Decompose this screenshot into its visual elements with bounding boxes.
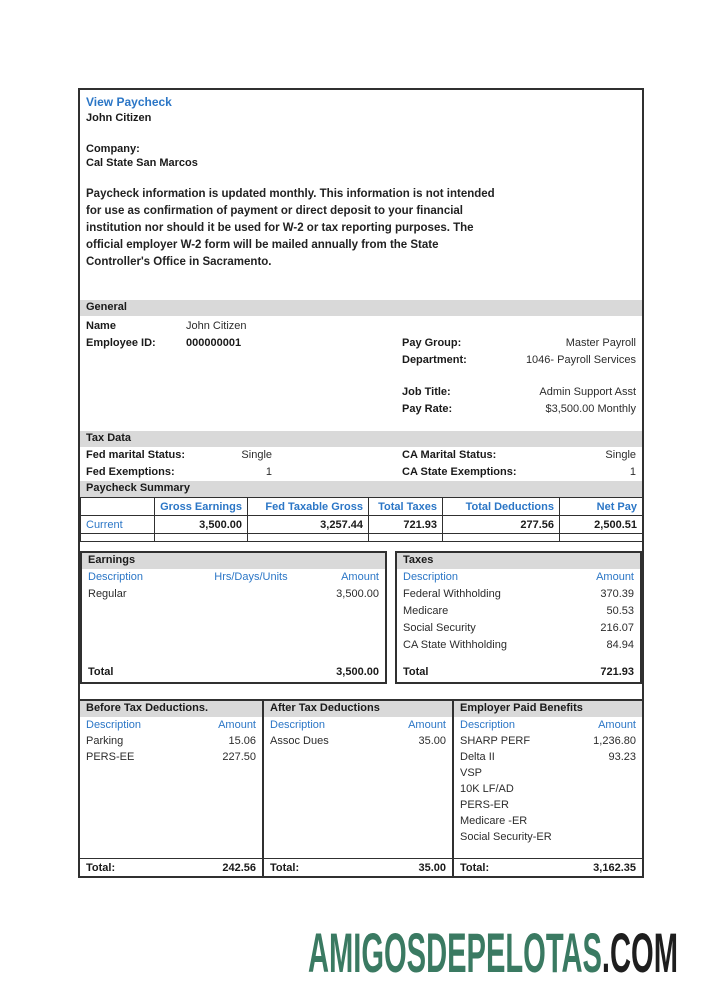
taxes-col-description: Description [403, 571, 459, 583]
summary-header-row [81, 498, 643, 516]
summary-col-gross-earnings: Gross Earnings [155, 498, 248, 516]
watermark-brand: AMIGOSDEPELOTAS [308, 921, 602, 984]
employer-benefit-row [454, 765, 642, 781]
before-tax-section-header: Before Tax Deductions. [80, 701, 262, 717]
before-tax-total-row [80, 858, 262, 877]
taxes-row [397, 620, 640, 637]
earnings-row-description: Regular [88, 588, 127, 600]
employee-id-value: 000000001 [186, 337, 242, 349]
taxes-total-row [397, 663, 640, 682]
earnings-box [80, 551, 387, 684]
ca-marital-value: Single [605, 449, 636, 461]
employee-id-label: Employee ID: [86, 337, 156, 349]
before-tax-total-value: 242.56 [222, 862, 256, 874]
company-name: Cal State San Marcos [86, 157, 198, 169]
benefit-amount: 93.23 [608, 751, 636, 763]
taxes-row [397, 637, 640, 654]
earnings-row-units [204, 586, 297, 603]
pay-rate-value: $3,500.00 Monthly [545, 403, 636, 415]
benefit-amount: 1,236.80 [593, 735, 636, 747]
ca-exemptions-value: 1 [629, 466, 636, 478]
benefit-description: PERS-ER [460, 799, 509, 811]
before-tax-deductions-box [80, 701, 262, 877]
employer-benefits-col-amount: Amount [598, 719, 636, 731]
taxes-column-headers [397, 569, 640, 586]
fed-marital-value: Single [241, 449, 272, 461]
general-row-payrate [80, 401, 642, 418]
before-tax-row [80, 733, 262, 749]
earnings-col-description: Description [88, 571, 144, 583]
employer-benefit-row [454, 797, 642, 813]
summary-empty-row [81, 534, 643, 542]
employer-benefit-row [454, 829, 642, 845]
general-section [80, 316, 642, 431]
employer-benefit-row [454, 749, 642, 765]
employer-benefits-section-header: Employer Paid Benefits [454, 701, 642, 717]
earnings-row [82, 586, 385, 603]
benefit-amount [566, 765, 636, 781]
deduction-description: Assoc Dues [270, 735, 329, 747]
fed-exemptions-label: Fed Exemptions: [86, 466, 175, 478]
earnings-total-label: Total [88, 666, 114, 678]
after-tax-col-amount: Amount [408, 719, 446, 731]
employer-benefits-total-label: Total: [460, 862, 490, 874]
earnings-column-headers [82, 569, 385, 586]
tax-row-description: CA State Withholding [403, 639, 507, 651]
watermark-tld: .COM [601, 921, 678, 984]
document-header [80, 90, 642, 300]
earnings-row-amount: 3,500.00 [336, 588, 379, 600]
summary-col-fed-taxable-gross: Fed Taxable Gross [248, 498, 369, 516]
employee-name: John Citizen [86, 112, 152, 124]
job-title-label: Job Title: [402, 386, 451, 398]
deduction-amount: 227.50 [222, 751, 256, 763]
ca-marital-label: CA Marital Status: [402, 449, 497, 461]
before-tax-total-label: Total: [86, 862, 116, 874]
page-title: View Paycheck [86, 95, 172, 109]
before-tax-column-headers [80, 717, 262, 733]
taxes-box [395, 551, 642, 684]
deductions-benefits-table [80, 699, 642, 877]
deduction-description: Parking [86, 735, 124, 747]
benefit-description: 10K LF/AD [460, 783, 514, 795]
disclaimer-text: Paycheck information is updated monthly. This information is not intended for use as confirmation of payment or direct deposit to your financial institution nor should it be used for W-2 or tax reporting purposes. The official employer W-2 form will be mailed annually from the State Controller's Office in Sacramento. [86, 188, 495, 268]
tax-row-amount: 370.39 [600, 588, 634, 600]
fed-exemptions-value: 1 [265, 466, 272, 478]
taxes-row [397, 603, 640, 620]
employer-benefits-column-headers [454, 717, 642, 733]
summary-net-pay: 2,500.51 [560, 516, 643, 534]
earnings-taxes-row [80, 551, 642, 684]
summary-gross-earnings: 3,500.00 [155, 516, 248, 534]
fed-marital-label: Fed marital Status: [86, 449, 186, 461]
summary-total-deductions: 277.56 [443, 516, 560, 534]
ca-exemptions-label: CA State Exemptions: [402, 466, 517, 478]
tax-row-exemptions [80, 464, 642, 481]
after-tax-section-header: After Tax Deductions [264, 701, 452, 717]
after-tax-total-value: 35.00 [418, 862, 446, 874]
tax-row-amount: 216.07 [600, 622, 634, 634]
benefit-amount [566, 829, 636, 845]
summary-col-net-pay: Net Pay [560, 498, 643, 516]
employer-benefits-total-value: 3,162.35 [593, 862, 636, 874]
taxes-col-amount: Amount [596, 571, 634, 583]
taxes-total-value: 721.93 [600, 666, 634, 678]
benefit-amount [566, 813, 636, 829]
summary-total-taxes: 721.93 [369, 516, 443, 534]
earnings-col-amount: Amount [341, 571, 379, 583]
summary-col-blank [81, 498, 155, 516]
benefit-description: Social Security-ER [460, 831, 552, 843]
taxes-section-header: Taxes [397, 553, 640, 569]
benefit-amount [566, 797, 636, 813]
general-row-name [80, 318, 642, 335]
benefit-description: Medicare -ER [460, 815, 528, 827]
taxes-total-label: Total [403, 666, 429, 678]
employer-benefit-row [454, 733, 642, 749]
paycheck-summary-table [80, 497, 643, 542]
tax-row-description: Medicare [403, 605, 449, 617]
tax-row-description: Social Security [403, 622, 476, 634]
earnings-total-value: 3,500.00 [336, 666, 379, 678]
summary-fed-taxable-gross: 3,257.44 [248, 516, 369, 534]
after-tax-col-description: Description [270, 719, 326, 731]
taxes-row [397, 586, 640, 603]
deduction-amount: 35.00 [418, 735, 446, 747]
employer-paid-benefits-box [452, 701, 642, 877]
deduction-amount: 15.06 [228, 735, 256, 747]
site-watermark [308, 920, 678, 985]
tax-data-section [80, 447, 642, 481]
name-value: John Citizen [186, 320, 247, 332]
earnings-total-row [82, 663, 385, 682]
summary-row-label: Current [81, 516, 155, 534]
pay-rate-label: Pay Rate: [402, 403, 453, 415]
earnings-col-units: Hrs/Days/Units [214, 571, 288, 583]
tax-row-amount: 50.53 [606, 605, 634, 617]
tax-row-amount: 84.94 [606, 639, 634, 651]
after-tax-total-label: Total: [270, 862, 300, 874]
tax-row-description: Federal Withholding [403, 588, 501, 600]
before-tax-row [80, 749, 262, 765]
after-tax-column-headers [264, 717, 452, 733]
employer-benefits-col-description: Description [460, 719, 516, 731]
benefit-description: VSP [460, 767, 483, 779]
department-value: 1046- Payroll Services [525, 354, 636, 366]
name-label: Name [86, 320, 116, 332]
summary-col-total-deductions: Total Deductions [443, 498, 560, 516]
summary-col-total-taxes: Total Taxes [369, 498, 443, 516]
general-section-header: General [80, 300, 642, 316]
job-title-value: Admin Support Asst [539, 386, 636, 398]
paycheck-summary-section-header: Paycheck Summary [80, 481, 642, 497]
tax-row-marital [80, 447, 642, 464]
company-label: Company: [86, 143, 140, 155]
pay-group-label: Pay Group: [402, 337, 462, 349]
general-row-empid-paygroup [80, 335, 642, 352]
deduction-description: PERS-EE [86, 751, 135, 763]
employer-benefit-row [454, 781, 642, 797]
general-row-department [80, 352, 642, 369]
employer-benefits-total-row [454, 858, 642, 877]
employer-benefit-row [454, 813, 642, 829]
paycheck-document [78, 88, 644, 878]
after-tax-row [264, 733, 452, 749]
department-label: Department: [402, 354, 467, 366]
after-tax-total-row [264, 858, 452, 877]
general-row-jobtitle [80, 384, 642, 401]
benefit-description: SHARP PERF [460, 735, 531, 747]
tax-data-section-header: Tax Data [80, 431, 642, 447]
before-tax-col-description: Description [86, 719, 142, 731]
summary-current-row [81, 516, 643, 534]
pay-group-value: Master Payroll [565, 337, 636, 349]
benefit-description: Delta II [460, 751, 495, 763]
after-tax-deductions-box [262, 701, 452, 877]
earnings-section-header: Earnings [82, 553, 385, 569]
before-tax-col-amount: Amount [218, 719, 256, 731]
benefit-amount [566, 781, 636, 797]
